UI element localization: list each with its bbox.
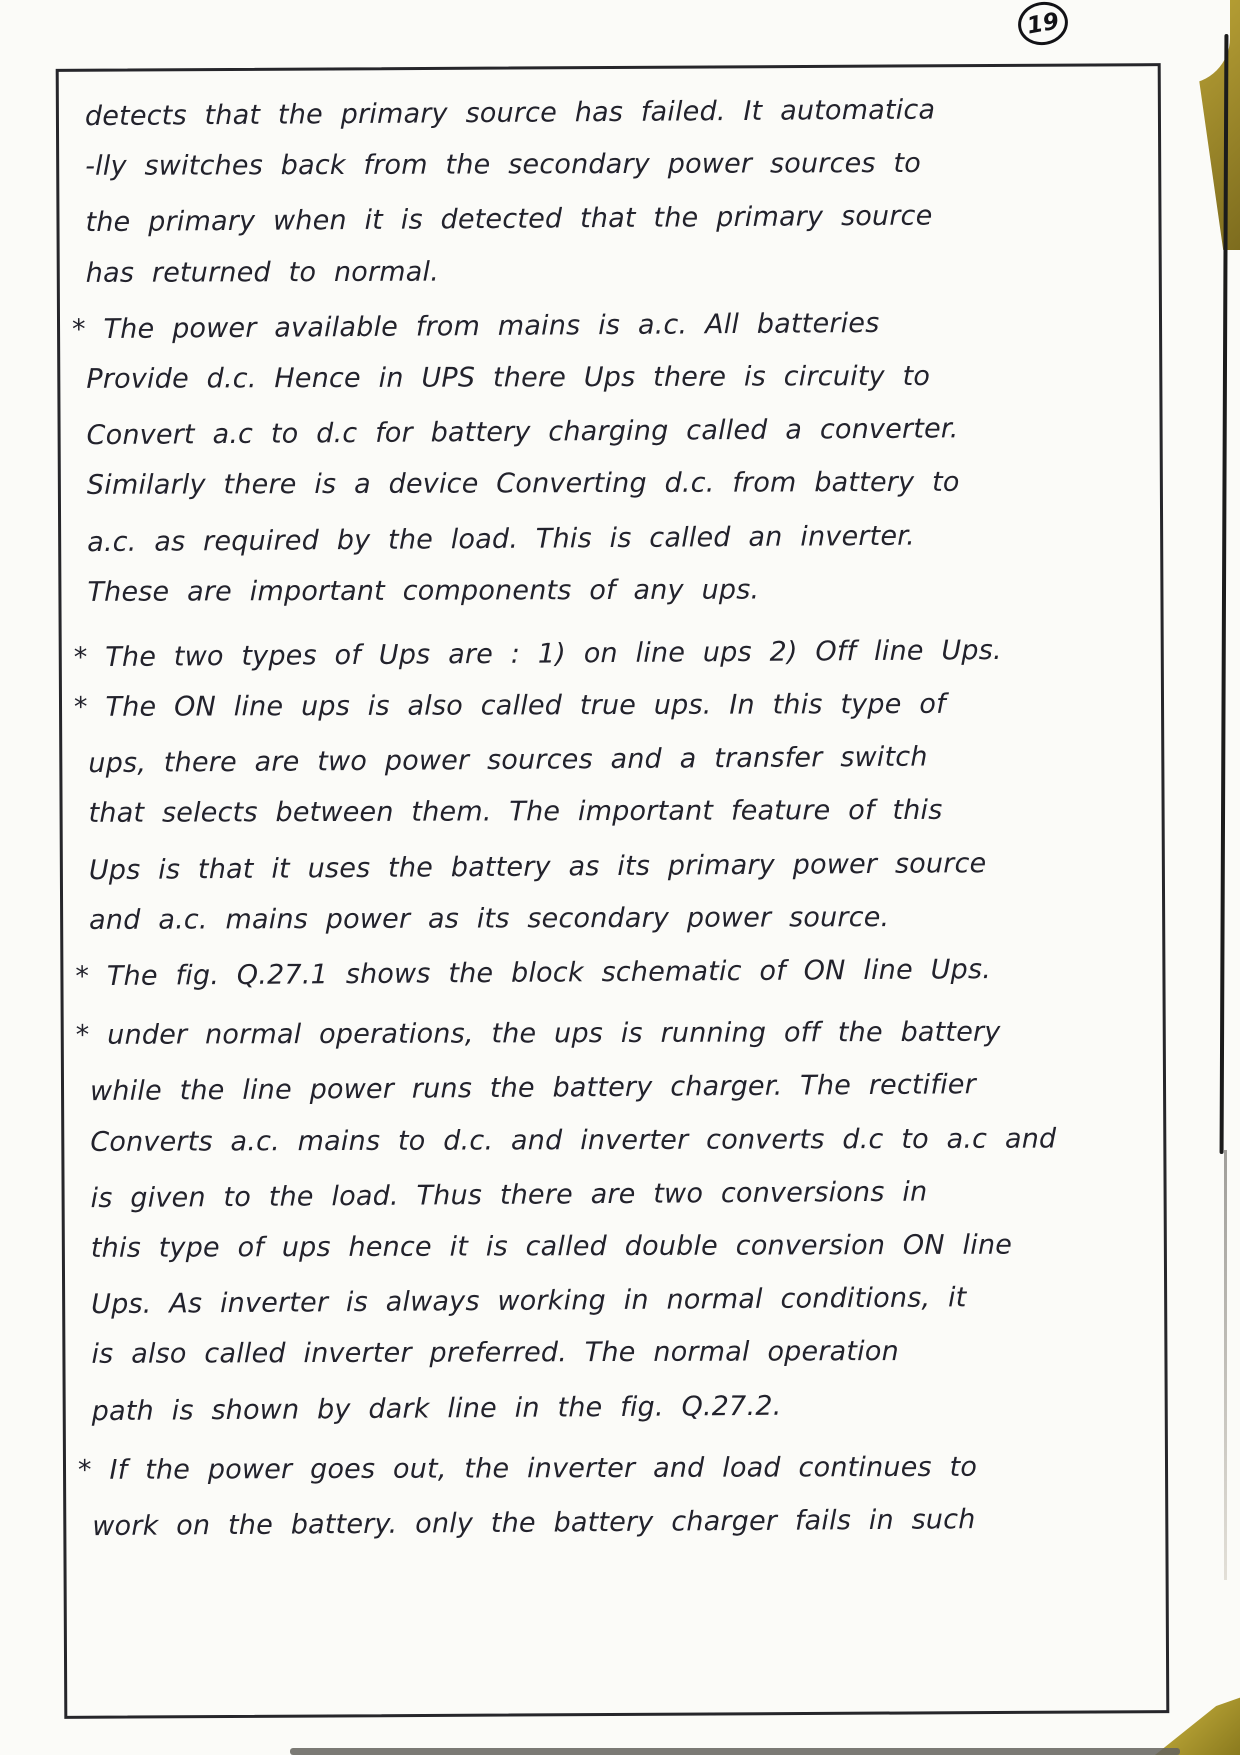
handwritten-line: ups, there are two power sources and a transfer switch <box>88 741 928 780</box>
handwritten-line: a.c. as required by the load. This is called an inverter. <box>87 520 915 558</box>
handwritten-line: Convert a.c to d.c for battery charging called a converter. <box>86 413 959 452</box>
handwritten-line: -lly switches back from the secondary power sources to <box>85 148 922 183</box>
handwritten-line: has returned to normal. <box>85 256 440 289</box>
handwritten-line: * The power available from mains is a.c. All batteries <box>71 307 880 346</box>
handwritten-line: is also called inverter preferred. The normal operation <box>91 1336 899 1371</box>
handwritten-line: * If the power goes out, the inverter and load continues to <box>77 1451 978 1486</box>
handwritten-line: * The ON line ups is also called true ups. In this type of <box>73 688 946 724</box>
handwritten-line: and a.c. mains power as its secondary power source. <box>89 901 890 936</box>
handwritten-line: * under normal operations, the ups is running off the battery <box>75 1016 1001 1052</box>
handwritten-line: * The fig. Q.27.1 shows the block schematic of ON line Ups. <box>75 954 992 993</box>
hand-drawn-border-box <box>56 63 1170 1719</box>
handwritten-line: Ups is that it uses the battery as its primary power source <box>88 847 987 886</box>
handwritten-line: Converts a.c. mains to d.c. and inverter converts d.c to a.c and <box>90 1123 1057 1158</box>
handwritten-line: * The two types of Ups are : 1) on line ups 2) Off line Ups. <box>73 634 1002 674</box>
handwritten-line: is given to the load. Thus there are two conversions in <box>90 1176 928 1214</box>
handwritten-line: detects that the primary source has failed. It automatica <box>84 94 936 133</box>
handwritten-line: These are important components of any ups. <box>87 574 760 608</box>
page-edge-shadow-fade <box>1224 1150 1227 1580</box>
handwritten-line: Provide d.c. Hence in UPS there Ups there is circuity to <box>86 360 931 395</box>
handwritten-line: while the line power runs the battery charger. The rectifier <box>89 1069 977 1108</box>
handwritten-line: work on the battery. only the battery charger fails in such <box>92 1504 976 1543</box>
page-number-badge: 19 <box>1015 0 1072 49</box>
handwritten-line: the primary when it is detected that the primary source <box>85 200 933 239</box>
handwritten-line: Ups. As inverter is always working in normal conditions, it <box>91 1282 967 1321</box>
scan-bottom-edge <box>290 1748 1180 1755</box>
handwritten-line: Similarly there is a device Converting d.c. from battery to <box>86 467 960 502</box>
handwritten-line: this type of ups hence it is called double conversion ON line <box>90 1229 1013 1264</box>
handwritten-line: path is shown by dark line in the fig. Q.27.2. <box>91 1390 782 1427</box>
handwritten-line: that selects between them. The important feature of this <box>88 795 943 830</box>
